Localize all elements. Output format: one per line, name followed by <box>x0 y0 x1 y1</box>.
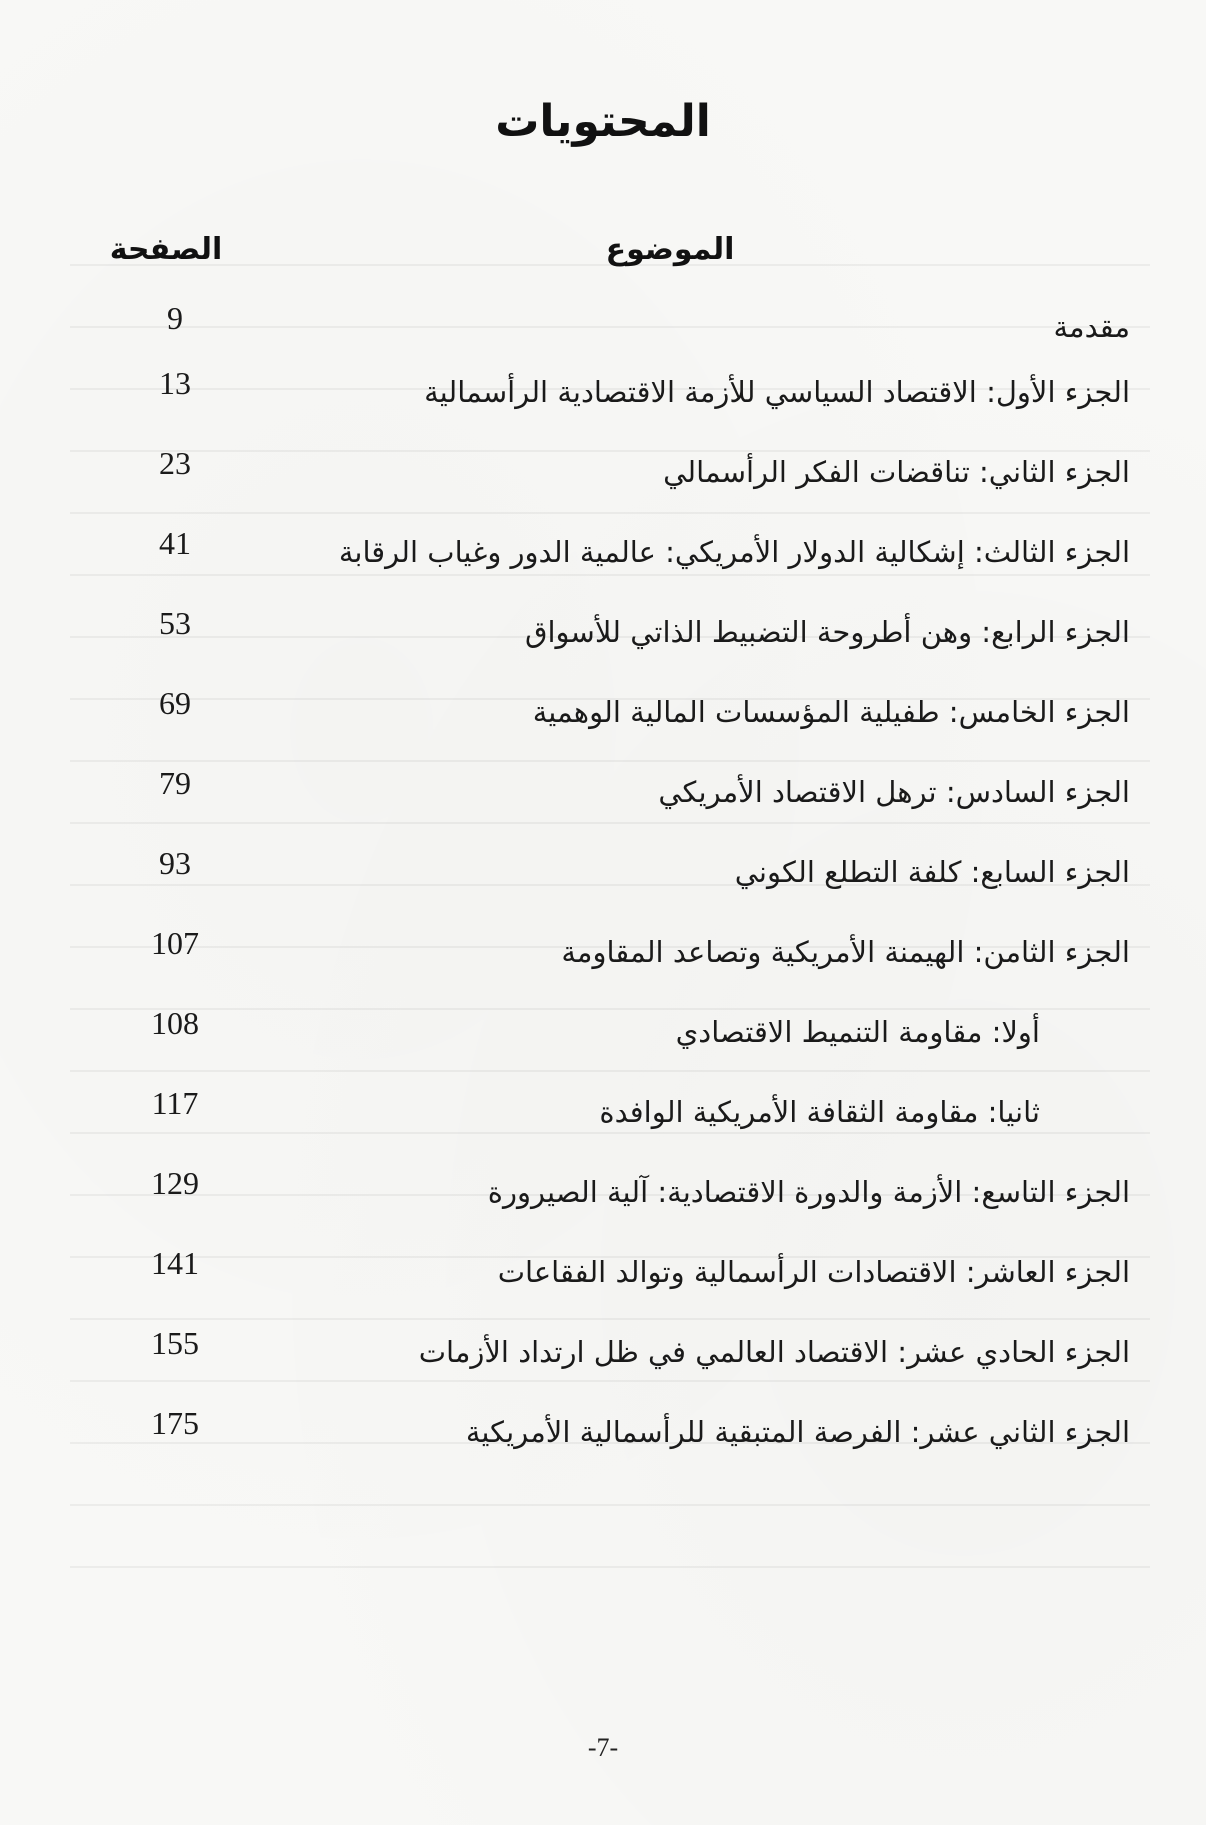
page-number: -7- <box>587 1733 619 1762</box>
toc-entry-page: 53 <box>159 605 191 641</box>
toc-entry <box>90 685 1130 745</box>
toc-entry <box>90 925 1130 985</box>
toc-entry-page: 129 <box>151 1165 199 1201</box>
toc-entry-page: 13 <box>159 365 191 401</box>
toc-subentry <box>90 1085 1130 1145</box>
toc-entry-page: 23 <box>159 445 191 481</box>
toc-entry <box>90 1245 1130 1305</box>
toc-entry <box>90 525 1130 585</box>
toc-entry-label: الجزء التاسع: الأزمة والدورة الاقتصادية: آلية الصيرورة <box>487 1175 1130 1209</box>
toc-entry-page: 9 <box>167 300 183 336</box>
toc-entry-label: الجزء الرابع: وهن أطروحة التضبيط الذاتي للأسواق <box>525 615 1130 649</box>
toc-entry-page: 41 <box>159 525 191 561</box>
toc-entry-label: الجزء الأول: الاقتصاد السياسي للأزمة الاقتصادية الرأسمالية <box>424 375 1130 409</box>
toc-entry <box>90 445 1130 505</box>
toc-entry <box>90 765 1130 825</box>
toc-entry-page: 175 <box>151 1405 199 1441</box>
toc-entry-page: 69 <box>159 685 191 721</box>
toc-entry-page: 107 <box>151 925 199 961</box>
toc-entry-label: الجزء الثامن: الهيمنة الأمريكية وتصاعد المقاومة <box>561 935 1130 969</box>
toc-entry-page: 117 <box>151 1085 199 1121</box>
toc-entry <box>90 1325 1130 1385</box>
toc-entry-label: ثانيا: مقاومة الثقافة الأمريكية الوافدة <box>599 1095 1040 1129</box>
toc-entry-page: 108 <box>151 1005 199 1041</box>
toc-entry-label: الجزء الثاني: تناقضات الفكر الرأسمالي <box>663 455 1130 489</box>
toc-entry-page: 93 <box>159 845 191 881</box>
toc-entry <box>90 845 1130 905</box>
toc-entry <box>90 605 1130 665</box>
toc-entry-label: الجزء الحادي عشر: الاقتصاد العالمي في ظل ارتداد الأزمات <box>418 1335 1130 1369</box>
page-title: المحتويات <box>495 96 711 147</box>
toc-entry-label: مقدمة <box>1053 310 1130 344</box>
toc-entry-label: الجزء الثالث: إشكالية الدولار الأمريكي: عالمية الدور وغياب الرقابة <box>338 535 1130 569</box>
page-column-header: الصفحة <box>109 232 223 267</box>
toc-entry <box>90 365 1130 425</box>
toc-entry-label: الجزء الثاني عشر: الفرصة المتبقية للرأسمالية الأمريكية <box>465 1415 1130 1449</box>
toc-entry-label: أولا: مقاومة التنميط الاقتصادي <box>675 1015 1040 1049</box>
toc-entry <box>90 300 1130 360</box>
topic-column-header: الموضوع <box>605 232 735 267</box>
toc-entry-page: 141 <box>151 1245 199 1281</box>
toc-entry-page: 79 <box>159 765 191 801</box>
toc-entry-label: الجزء الخامس: طفيلية المؤسسات المالية الوهمية <box>532 695 1130 729</box>
toc-subentry <box>90 1005 1130 1065</box>
toc-entry-label: الجزء السادس: ترهل الاقتصاد الأمريكي <box>658 775 1130 809</box>
toc-entry-label: الجزء السابع: كلفة التطلع الكوني <box>734 855 1130 889</box>
toc-entry <box>90 1405 1130 1465</box>
toc-entry-label: الجزء العاشر: الاقتصادات الرأسمالية وتوالد الفقاعات <box>497 1255 1130 1289</box>
toc-entry-page: 155 <box>151 1325 199 1361</box>
toc-entry <box>90 1165 1130 1225</box>
